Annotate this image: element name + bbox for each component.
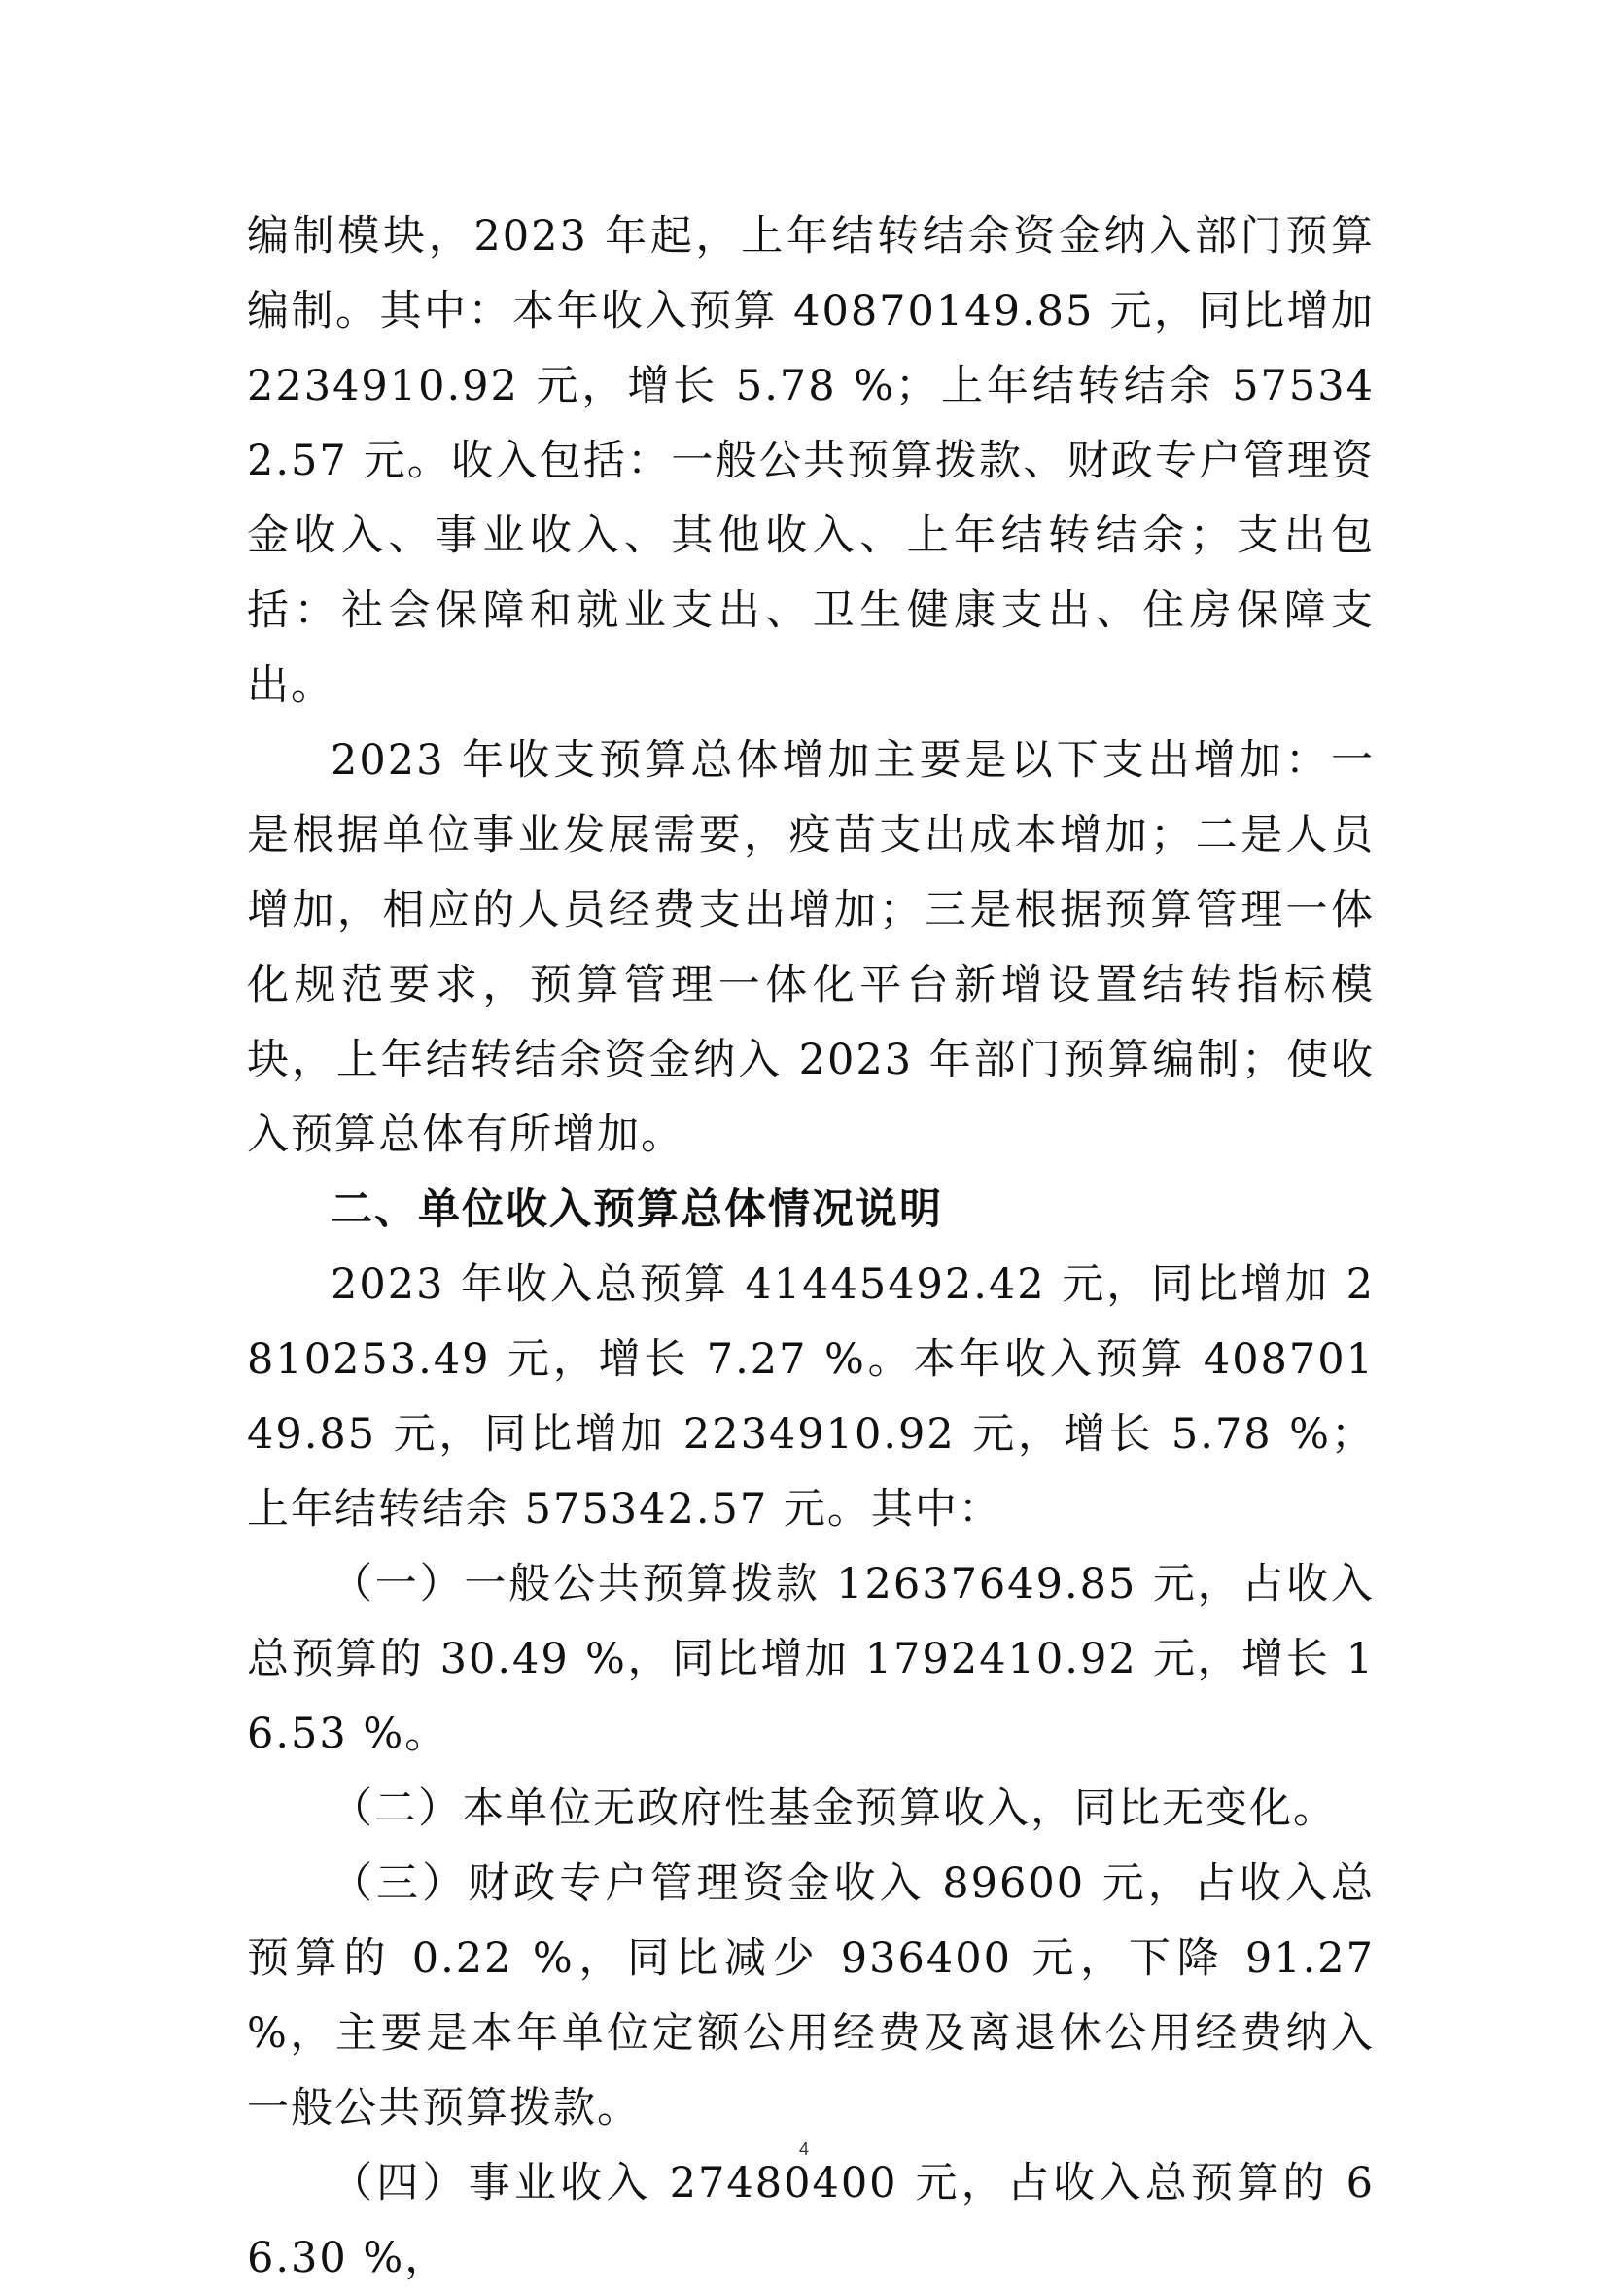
page-number: 4 <box>798 2139 809 2159</box>
body-paragraph-budget-increase-reasons: 2023 年收支预算总体增加主要是以下支出增加：一是根据单位事业发展需要，疫苗支出成本增加；二是人员增加，相应的人员经费支出增加；三是根据预算管理一体化规范要求，预算管理一体化平台新增设置结转指标模块，上年结转结余资金纳入 2023 年部门预算编制；使收入预算总体有所增加。 <box>247 736 1375 1159</box>
section-heading-income-budget: 二、单位收入预算总体情况说明 <box>331 1185 943 1234</box>
income-item-government-fund: （二）本单位无政府性基金预算收入，同比无变化。 <box>331 1784 1337 1833</box>
income-item-fiscal-special-account: （三）财政专户管理资金收入 89600 元，占收入总预算的 0.22 %，同比减少 936400 元，下降 91.27 %，主要是本年单位定额公用经费及离退休公用经费纳入一般公共预算拨款。 <box>247 1859 1375 2133</box>
income-item-business-income: （四）事业收入 27480400 元，占收入总预算的 66.30 %， <box>247 2159 1375 2282</box>
page-body <box>247 199 1375 2296</box>
body-paragraph-continuation: 编制模块，2023 年起，上年结转结余资金纳入部门预算编制。其中：本年收入预算 40870149.85 元，同比增加 2234910.92 元，增长 5.78 %；上年结转结余 575342.57 元。收入包括：一般公共预算拨款、财政专户管理资金收入、事业收入、其他收入、上年结转结余；支出包括：社会保障和就业支出、卫生健康支出、住房保障支出。 <box>247 212 1375 710</box>
income-item-general-public-budget: （一）一般公共预算拨款 12637649.85 元，占收入总预算的 30.49 %，同比增加 1792410.92 元，增长 16.53 %。 <box>247 1560 1375 1758</box>
income-budget-summary-paragraph: 2023 年收入总预算 41445492.42 元，同比增加 2810253.49 元，增长 7.27 %。本年收入预算 40870149.85 元，同比增加 2234910.92 元，增长 5.78 %；上年结转结余 575342.57 元。其中： <box>247 1260 1375 1534</box>
